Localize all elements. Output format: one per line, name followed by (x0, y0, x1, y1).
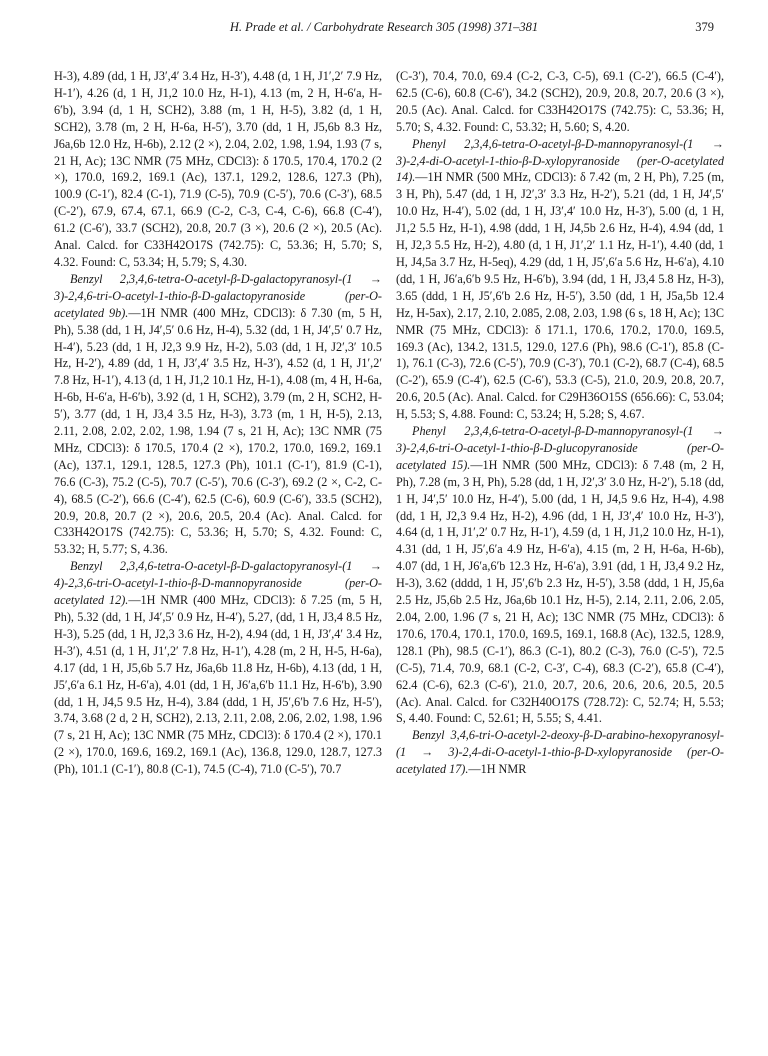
paragraph-compound-15 (396, 423, 724, 727)
paragraph-text: —1H NMR (400 MHz, CDCl3): δ 7.30 (m, 5 H, Ph), 5.38 (dd, 1 H, J4′,5′ 0.6 Hz, H-4), 5.32 (dd, 1 H, J4′,5′ 0.7 Hz, H-4′), 5.23 (dd, 1 H, J2,3 9.9 Hz, H-2), 5.03 (dd, 1 H, J2′,3′ 10.5 Hz, H-2′), 4.89 (dd, 1 H, J3′,4′ 3.5 Hz, H-3′), 4.52 (d, 1 H, J1′,2′ 7.8 Hz, H-1′), 4.13 (d, 1 H, J1,2 10.1 Hz, H-1), 4.08 (m, 4 H, H-6a, H-6b, H-6′a, H-6′b), 3.92 (d, 1 H, SCH2), 3.79 (m, 2 H, SCH2, H-5′), 3.77 (dd, 1 H, J3,4 3.5 Hz, H-3), 3.73 (m, 1 H, H-5), 2.13, 2.11, 2.08, 2.02, 2.02, 1.98, 1.94 (7 s, 21 H, Ac); 13C NMR (75 MHz, CDCl3): δ 170.5, 170.4 (2 ×), 170.2, 170.0, 169.2, 169.1 (Ac), 137.1, 129.1, 128.5, 127.3 (Ph), 101.1 (C-1′), 81.9 (C-1), 76.6 (C-3), 75.2 (C-5), 70.7 (C-5′), 70.6 (C-3′), 69.2 (2 ×, C-2, C-4), 68.5 (C-2′), 66.6 (C-4′), 62.5 (C-6), 60.9 (C-6′), 33.5 (SCH2), 20.9, 20.8, 20.7 (2 ×), 20.6, 20.5, 20.4 (Ac). Anal. Calcd. for C33H42O17S (742.75): C, 53.36; H, 5.70; S, 4.32. Found: C, 53.32; H, 5.77; S, 4.36. (54, 305, 383, 557)
paragraph-continued (54, 68, 382, 271)
right-column (396, 68, 724, 778)
paragraph-text: —1H NMR (500 MHz, CDCl3): δ 7.48 (m, 2 H, Ph), 7.28 (m, 3 H, Ph), 5.28 (dd, 1 H, J2′,3′ 3.0 Hz, H-2′), 5.18 (dd, 1 H, J4′,5′ 10.0 Hz, H-4′), 5.00 (dd, 1 H, J4,5 9.6 Hz, H-4), 4.98 (dd, 1 H, J2,3 9.4 Hz, H-2), 4.96 (dd, 1 H, J3′,4′ 10.0 Hz, H-3′), 4.64 (d, 1 H, J1′,2′ 0.7 Hz, H-1′), 4.59 (d, 1 H, J1,2 10.0 Hz, H-1), 4.31 (dd, 1 H, J5′,6′a 4.9 Hz, H-6′a), 4.15 (m, 2 H, H-6a, H-6b), 4.07 (dd, 1 H, J6′a,6′b 12.3 Hz, H-6′a), 3.91 (dd, 1 H, J3,4 9.2 Hz, H-3), 3.62 (dddd, 1 H, J5′,6′b 2.3 Hz, H-5′), 3.58 (ddd, 1 H, J5,6a 2.5 Hz, J5,6b 2.5 Hz, J6a,6b 10.1 Hz, H-5), 2.14, 2.11, 2.06, 2.05, 2.04, 2.00, 1.96 (7 s, 21 H, Ac); 13C NMR (75 MHz, CDCl3): δ 170.6, 170.4, 170.1, 170.0, 169.5, 169.1, 168.8 (Ac), 132.5, 128.9, 128.1 (Ph), 98.5 (C-1′), 86.3 (C-1), 80.2 (C-3), 76.0 (C-5′), 72.5 (C-5), 71.4, 70.9, 68.1 (C-2, C-3′, C-4), 68.3 (C-2′), 65.8 (C-4′), 62.4 (C-6), 62.3 (C-6′), 21.0, 20.7, 20.6, 20.6, 20.6, 20.5, 20.5 (Ac). Anal. Calcd. for C32H40O17S (728.72): C, 52.74; H, 5.53; S, 4.40. Found: C, 52.61; H, 5.55; S, 4.41. (396, 457, 725, 726)
paragraph-compound-9b (54, 271, 382, 558)
compound-title: Phenyl 2,3,4,6-tetra-O-acetyl-β-D-mannopyranosyl-(1 → 3)-2,4-di-O-acetyl-1-thio-β-D-xylopyranoside (per-O-acetylated 14). (396, 136, 724, 185)
paragraph-text: —1H NMR (500 MHz, CDCl3): δ 7.42 (m, 2 H, Ph), 7.25 (m, 3 H, Ph), 5.47 (dd, 1 H, J2′,3′ 3.3 Hz, H-2′), 5.21 (dd, 1 H, J4′,5′ 10.0 Hz, H-4′), 5.02 (dd, 1 H, J3′,4′ 10.0 Hz, H-3′), 5.00 (d, 1 H, J1,2 5.5 Hz, H-1), 4.98 (ddd, 1 H, J4,5b 2.6 Hz, H-4), 4.94 (dd, 1 H, J2,3 5.5 Hz, H-2), 4.80 (d, 1 H, J1′,2′ 1.1 Hz, H-1′), 4.40 (dd, 1 H, J4,5a 3.7 Hz, H-5eq), 4.29 (dd, 1 H, J5′,6′a 5.6 Hz, H-6′a), 4.10 (dd, 1 H, J6′a,6′b 9.5 Hz, H-6′b), 3.94 (dd, 1 H, J3,4 5.8 Hz, H-3), 3.65 (ddd, 1 H, J5′,6′b 2.6 Hz, H-5′), 3.50 (dd, 1 H, J5a,5b 12.4 Hz, H-5ax), 2.17, 2.10, 2.085, 2.08, 2.03, 1.98 (6 s, 18 H, Ac); 13C NMR (75 MHz, CDCl3): δ 171.1, 170.6, 170.2, 170.0, 169.5, 169.3 (Ac), 134.2, 131.5, 129.0, 127.6 (Ph), 98.6 (C-1′), 85.8 (C-1), 76.1 (C-3), 72.6 (C-5′), 70.9 (C-3′), 70.1 (C-2), 68.7 (C-4), 68.5 (C-2′), 65.9 (C-4′), 62.5 (C-6′), 53.3 (C-5), 21.0, 20.9, 20.8, 20.7, 20.6, 20.5 (Ac). Anal. Calcd. for C29H36O15S (656.66): C, 53.04; H, 5.53; S, 4.88. Found: C, 53.24; H, 5.28; S, 4.67. (396, 170, 724, 422)
paragraph-compound-14 (396, 136, 724, 423)
paragraph-text: —1H NMR (468, 762, 527, 777)
running-head: H. Prade et al. / Carbohydrate Research 305 (1998) 371–381 (229, 20, 539, 34)
left-column (54, 68, 382, 778)
paragraph-continued (396, 68, 724, 136)
page-header (40, 20, 728, 42)
paragraph-text: (C-3′), 70.4, 70.0, 69.4 (C-2, C-3, C-5), 69.1 (C-2′), 66.5 (C-4′), 62.5 (C-6), 60.8 (C-6′), 34.2 (SCH2), 20.9, 20.8, 20.7, 20.6 (3 ×), 20.5 (Ac). Anal. Calcd. for C33H42O17S (742.75): C, 53.36; H, 5.70; S, 4.32. Found: C, 53.32; H, 5.60; S, 4.20. (396, 69, 724, 134)
paragraph-text: H-3), 4.89 (dd, 1 H, J3′,4′ 3.4 Hz, H-3′), 4.48 (d, 1 H, J1′,2′ 7.9 Hz, H-1′), 4.26 (d, 1 H, J1,2 10.0 Hz, H-1), 4.13 (m, 2 H, H-6′a, H-6′b), 3.94 (d, 1 H, SCH2), 3.88 (m, 1 H, H-5), 3.82 (d, 1 H, SCH2), 3.78 (m, 2 H, H-6a, H-5′), 3.70 (dd, 1 H, J5,6b 8.3 Hz, J6a,6b 12.0 Hz, H-6b), 2.12 (2 ×), 2.04, 2.02, 1.98, 1.94, 1.93 (7 s, 21 H, Ac); 13C NMR (75 MHz, CDCl3): δ 170.5, 170.4, 170.2 (2 ×), 170.0, 169.2, 169.1 (Ac), 137.1, 129.2, 128.6, 127.3 (Ph), 100.9 (C-1′), 82.4 (C-1), 71.9 (C-5), 70.9 (C-5′), 70.6 (C-3′), 68.5 (C-2′), 67.9, 67.4, 67.1, 66.9 (C-2, C-3, C-4, C-6), 66.8 (C-4′), 61.2 (C-6′), 33.7 (SCH2), 20.8, 20.7 (3 ×), 20.6 (2 ×), 20.5 (Ac). Anal. Calcd. for C33H42O17S (742.75): C, 53.36; H, 5.70; S, 4.32. Found: C, 53.34; H, 5.79; S, 4.30. (54, 69, 382, 269)
paragraph-compound-17 (396, 727, 724, 778)
compound-title: Phenyl 2,3,4,6-tetra-O-acetyl-β-D-mannopyranosyl-(1 → 3)-2,4,6-tri-O-acetyl-1-thio-β-D-glucopyranoside (per-O-acetylated 15). (396, 424, 724, 472)
compound-title: Benzyl 2,3,4,6-tetra-O-acetyl-β-D-galactopyranosyl-(1 → 4)-2,3,6-tri-O-acetyl-1-thio-β-D-mannopyranoside (per-O-acetylated 12). (54, 559, 382, 608)
compound-title: Benzyl 3,4,6-tri-O-acetyl-2-deoxy-β-D-arabino-hexopyranosyl-(1 → 3)-2,4-di-O-acetyl-1-thio-β-D-xylopyranoside (per-O-acetylated 17). (396, 728, 724, 777)
paragraph-compound-12 (54, 558, 382, 778)
paragraph-text: —1H NMR (400 MHz, CDCl3): δ 7.25 (m, 5 H, Ph), 5.32 (dd, 1 H, J4′,5′ 0.9 Hz, H-4′), 5.27, (dd, 1 H, J3,4 8.5 Hz, H-3), 5.25 (dd, 1 H, J2,3 3.6 Hz, H-2), 4.94 (dd, 1 H, J3′,4′ 3.4 Hz, H-3′), 4.51 (d, 1 H, J1′,2′ 7.8 Hz, H-1′), 4.28 (m, 2 H, H-5, H-6a), 4.17 (dd, 1 H, J5,6b 5.7 Hz, J6a,6b 11.8 Hz, H-6b), 4.13 (dd, 1 H, J5′,6′a 6.1 Hz, H-6′a), 4.01 (dd, 1 H, J6′a,6′b 11.1 Hz, H-6′b), 3.90 (dd, 1 H, J4,5 9.5 Hz, H-4), 3.84 (ddd, 1 H, J5′,6′b 7.6 Hz, H-5′), 3.74, 3.68 (2 d, 2 H, SCH2), 2.13, 2.11, 2.08, 2.06, 2.02, 1.98, 1.96 (7 s, 21 H, Ac); 13C NMR (75 MHz, CDCl3): δ 170.4 (2 ×), 170.1 (2 ×), 170.0, 169.6, 169.2, 169.1 (Ac), 136.8, 129.0, 128.7, 127.3 (Ph), 101.1 (C-1′), 80.8 (C-1), 74.5 (C-4), 71.0 (C-5′), 70.7 (54, 593, 383, 777)
compound-title: Benzyl 2,3,4,6-tetra-O-acetyl-β-D-galactopyranosyl-(1 → 3)-2,4,6-tri-O-acetyl-1-thio-β-D-galactopyranoside (per-O-acetylated 9b). (54, 271, 382, 320)
page-number: 379 (695, 20, 714, 34)
